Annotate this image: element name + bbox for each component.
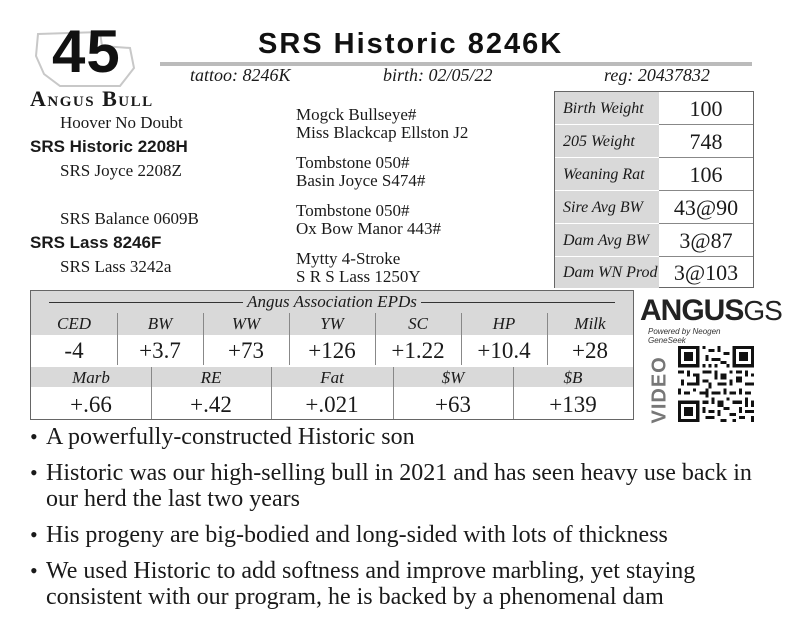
epd-value: +139 (549, 392, 597, 417)
epd-label: HP (492, 314, 516, 333)
stat-row (555, 158, 753, 191)
dam-sire: SRS Balance 0609B (60, 209, 199, 228)
epd-label: YW (320, 314, 344, 333)
stat-row (555, 224, 753, 257)
epd-label: CED (57, 314, 91, 333)
epd-label: Milk (574, 314, 606, 333)
registration-number: reg: 20437832 (604, 65, 710, 85)
epd-label: SC (408, 314, 428, 333)
tattoo: tattoo: 8246K (190, 65, 291, 85)
video-qr-code[interactable] (678, 346, 754, 422)
powered-by-text: Powered by Neogen GeneSeek (648, 327, 721, 345)
stat-value: 3@87 (659, 224, 753, 257)
ggp-dam-dam-dam: S R S Lass 1250Y (296, 267, 421, 286)
dam-dam: SRS Lass 3242a (60, 257, 172, 276)
epd-value: +3.7 (139, 338, 181, 363)
stat-row (555, 92, 753, 125)
video-label: VIDEO (648, 356, 671, 424)
dam: SRS Lass 8246F (30, 233, 162, 252)
ggp-dam-sire-sire: Tombstone 050# (296, 201, 410, 220)
breed-label: Angus Bull (30, 86, 154, 111)
note-item: • A powerfully-constructed Historic son (30, 424, 775, 450)
stat-label: Dam Avg BW (555, 224, 659, 257)
stat-row (555, 191, 753, 224)
epd-label: BW (147, 314, 173, 333)
stat-value: 106 (659, 158, 753, 191)
stat-label: Sire Avg BW (555, 191, 659, 224)
ggp-sire-dam-sire: Tombstone 050# (296, 153, 410, 172)
stat-value: 3@103 (673, 260, 739, 285)
sire-sire: Hoover No Doubt (60, 113, 183, 132)
stat-row (555, 257, 753, 288)
stat-row (555, 125, 753, 158)
ggp-sire-sire-dam: Miss Blackcap Ellston J2 (296, 123, 469, 142)
ggp-dam-dam-sire: Mytty 4-Stroke (296, 249, 401, 268)
epd-value: +28 (572, 338, 608, 363)
note-item: • His progeny are big-bodied and long-sided with lots of thickness (30, 522, 775, 548)
epd-label: Fat (320, 368, 344, 387)
epd-label: $W (441, 368, 465, 387)
stat-value: 748 (659, 125, 753, 158)
epd-label: WW (231, 314, 261, 333)
ggp-sire-dam-dam: Basin Joyce S474# (296, 171, 426, 190)
sire: SRS Historic 2208H (30, 137, 188, 156)
epd-value: +73 (228, 338, 264, 363)
epd-table (30, 290, 634, 420)
ggp-dam-sire-dam: Ox Bow Manor 443# (296, 219, 441, 238)
note-item: • We used Historic to add softness and improve marbling, yet staying consistent with our program, he is backed by a phenomenal dam (30, 558, 775, 610)
epd-value: +.42 (190, 392, 232, 417)
lot-number: 45 (52, 18, 121, 85)
bull-name: SRS Historic 8246K (258, 28, 564, 60)
epd-label: Marb (72, 368, 110, 387)
epd-value: +1.22 (391, 338, 445, 363)
epd-label: RE (200, 368, 222, 387)
epd-value: -4 (64, 338, 84, 363)
angus-gs-logo: ANGUSGS Powered by Neogen GeneSeek (640, 294, 782, 345)
sire-dam: SRS Joyce 2208Z (60, 161, 182, 180)
stat-label: 205 Weight (555, 125, 659, 158)
epd-title: Angus Association EPDs (31, 293, 633, 310)
stat-label: Weaning Rat (555, 158, 659, 191)
note-item: • Historic was our high-selling bull in 2021 and has seen heavy use back in our herd the last two years (30, 460, 775, 512)
epd-value: +126 (308, 338, 356, 363)
performance-table (554, 91, 754, 288)
stat-label: Birth Weight (555, 92, 659, 125)
epd-value: +.66 (70, 392, 112, 417)
epd-label: $B (563, 368, 583, 387)
epd-value: +.021 (305, 392, 359, 417)
stat-value: 100 (659, 92, 753, 125)
epd-value: +63 (435, 392, 471, 417)
birth-date: birth: 02/05/22 (383, 65, 493, 85)
epd-value: +10.4 (477, 338, 531, 363)
ggp-sire-sire-sire: Mogck Bullseye# (296, 105, 417, 124)
stat-value: 43@90 (659, 191, 753, 224)
stat-label: Dam WN Prod (555, 257, 659, 288)
notes-list (30, 424, 775, 620)
